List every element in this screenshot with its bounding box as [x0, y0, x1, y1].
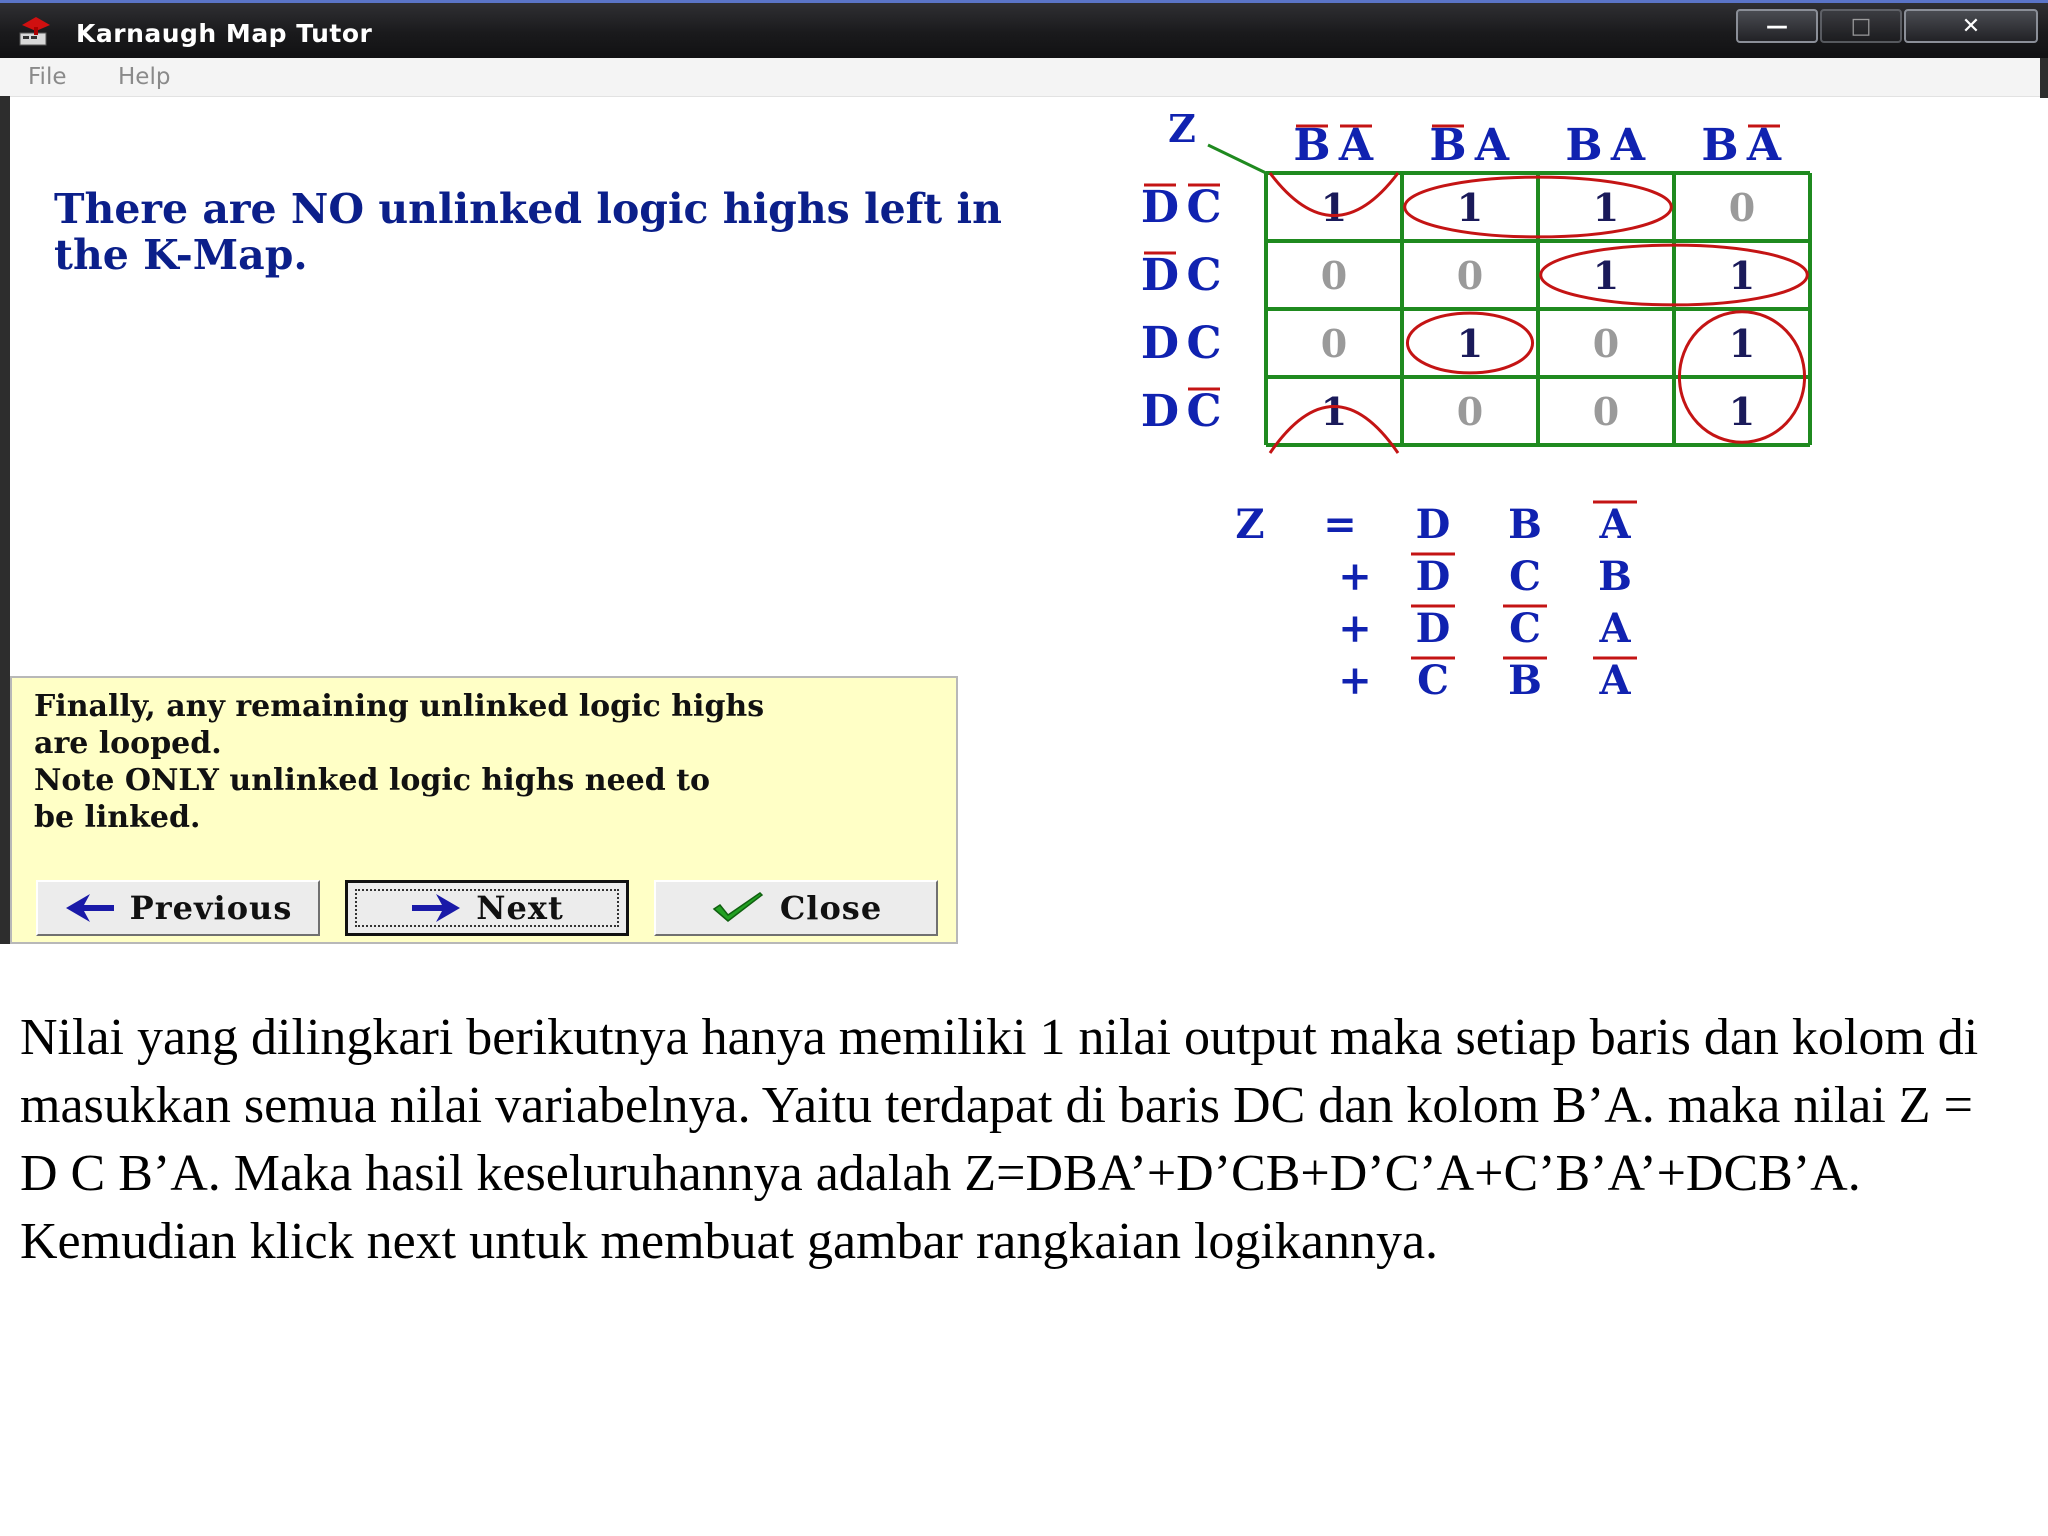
- window-border: [2040, 58, 2048, 98]
- maximize-button[interactable]: [1820, 9, 1902, 43]
- minimize-icon: —: [1766, 13, 1788, 39]
- kmap-row-header-letter: D: [1140, 318, 1180, 369]
- kmap-row-header-letter: C: [1186, 318, 1222, 369]
- arrow-left-icon: [64, 892, 116, 924]
- karnaugh-map: [1130, 100, 1830, 720]
- kmap-col-header-letter: B: [1429, 120, 1467, 171]
- kmap-col-header-letter: A: [1746, 120, 1782, 171]
- equation-literal: A: [1599, 501, 1631, 548]
- title-bar[interactable]: [0, 0, 2048, 58]
- kmap-col-header-letter: A: [1610, 120, 1646, 171]
- kmap-row-header-letter: C: [1186, 250, 1222, 301]
- kmap-cell-value: 1: [1320, 185, 1348, 230]
- kmap-row-header-letter: D: [1140, 250, 1180, 301]
- kmap-cell-value: 0: [1320, 253, 1348, 298]
- tip-panel: [10, 676, 958, 944]
- kmap-row-header-letter: D: [1140, 182, 1180, 233]
- equation-literal: A: [1599, 605, 1631, 652]
- tip-line: are looped.: [34, 726, 222, 761]
- window-border: [0, 96, 10, 944]
- kmap-cell-value: 0: [1728, 185, 1756, 230]
- kmap-cell-value: 0: [1456, 389, 1484, 434]
- kmap-cell-value: 1: [1456, 185, 1484, 230]
- equation-literal: B: [1508, 657, 1542, 704]
- equation-literal: D: [1415, 605, 1451, 652]
- kmap-row-header-letter: D: [1140, 386, 1180, 437]
- close-button[interactable]: [654, 880, 938, 936]
- equation-literal: C: [1417, 657, 1449, 704]
- equation-literal: B: [1598, 553, 1632, 600]
- maximize-icon: □: [1850, 13, 1872, 39]
- kmap-col-header-letter: B: [1701, 120, 1739, 171]
- previous-button[interactable]: [36, 880, 320, 936]
- kmap-row-header-letter: C: [1186, 386, 1222, 437]
- previous-button-label: Previous: [129, 889, 293, 927]
- equation-literal: C: [1509, 553, 1541, 600]
- tip-line: Finally, any remaining unlinked logic highs: [34, 689, 765, 724]
- close-window-button[interactable]: [1904, 9, 2038, 43]
- next-button[interactable]: [345, 880, 629, 936]
- equation-literal: B: [1508, 501, 1542, 548]
- equation-equals: =: [1323, 501, 1357, 548]
- equation-operator: +: [1338, 553, 1372, 600]
- close-button-label: Close: [779, 889, 883, 927]
- tip-text: [34, 688, 954, 836]
- minimize-button[interactable]: [1736, 9, 1818, 43]
- close-icon: ✕: [1961, 13, 1981, 39]
- tip-line: Note ONLY unlinked logic highs need to: [34, 763, 711, 798]
- kmap-cell-value: 1: [1592, 185, 1620, 230]
- menu-file[interactable]: File: [28, 64, 67, 90]
- app-logo-icon: [18, 15, 52, 49]
- menu-bar: [0, 58, 2048, 97]
- tip-line: be linked.: [34, 800, 201, 835]
- equation-literal: A: [1599, 657, 1631, 704]
- kmap-output-label: Z: [1168, 106, 1196, 151]
- equation-literal: D: [1415, 501, 1451, 548]
- equation-operator: +: [1338, 605, 1372, 652]
- kmap-cell-value: 0: [1592, 321, 1620, 366]
- kmap-cell-value: 0: [1456, 253, 1484, 298]
- kmap-col-header-letter: B: [1565, 120, 1603, 171]
- equation-literal: D: [1415, 553, 1451, 600]
- status-message: There are NO unlinked logic highs left in the K-Map.: [54, 185, 1002, 279]
- window-title: Karnaugh Map Tutor: [76, 19, 373, 48]
- slide-caption: Nilai yang dilingkari berikutnya hanya memiliki 1 nilai output maka setiap baris dan kolom di masukkan semua nilai variabelnya. Yaitu terdapat di baris DC dan kolom B’A. maka nilai Z = D C B’A. Maka hasil keseluruhannya adalah Z=DBA’+D’CB+D’C’A+C’B’A’+DCB’A. Kemudian klick next untuk membuat gambar rangkaian logikannya.: [20, 1009, 1979, 1270]
- kmap-corner-line: [1208, 145, 1266, 173]
- kmap-col-header-letter: A: [1474, 120, 1510, 171]
- menu-help[interactable]: Help: [118, 64, 171, 90]
- kmap-col-header-letter: B: [1293, 120, 1331, 171]
- kmap-cell-value: 1: [1592, 253, 1620, 298]
- kmap-cell-value: 1: [1456, 321, 1484, 366]
- kmap-cell-value: 0: [1592, 389, 1620, 434]
- checkmark-icon: [710, 891, 766, 925]
- focus-ring: [355, 889, 619, 927]
- kmap-cell-value: 1: [1320, 389, 1348, 434]
- next-button-label: Next: [476, 889, 564, 927]
- kmap-cell-value: 0: [1320, 321, 1348, 366]
- equation-operator: +: [1338, 657, 1372, 704]
- equation-literal: C: [1509, 605, 1541, 652]
- kmap-cell-value: 1: [1728, 253, 1756, 298]
- kmap-cell-value: 1: [1728, 389, 1756, 434]
- kmap-col-header-letter: A: [1338, 120, 1374, 171]
- kmap-cell-value: 1: [1728, 321, 1756, 366]
- kmap-row-header-letter: C: [1186, 182, 1222, 233]
- equation-lhs: Z: [1235, 501, 1265, 548]
